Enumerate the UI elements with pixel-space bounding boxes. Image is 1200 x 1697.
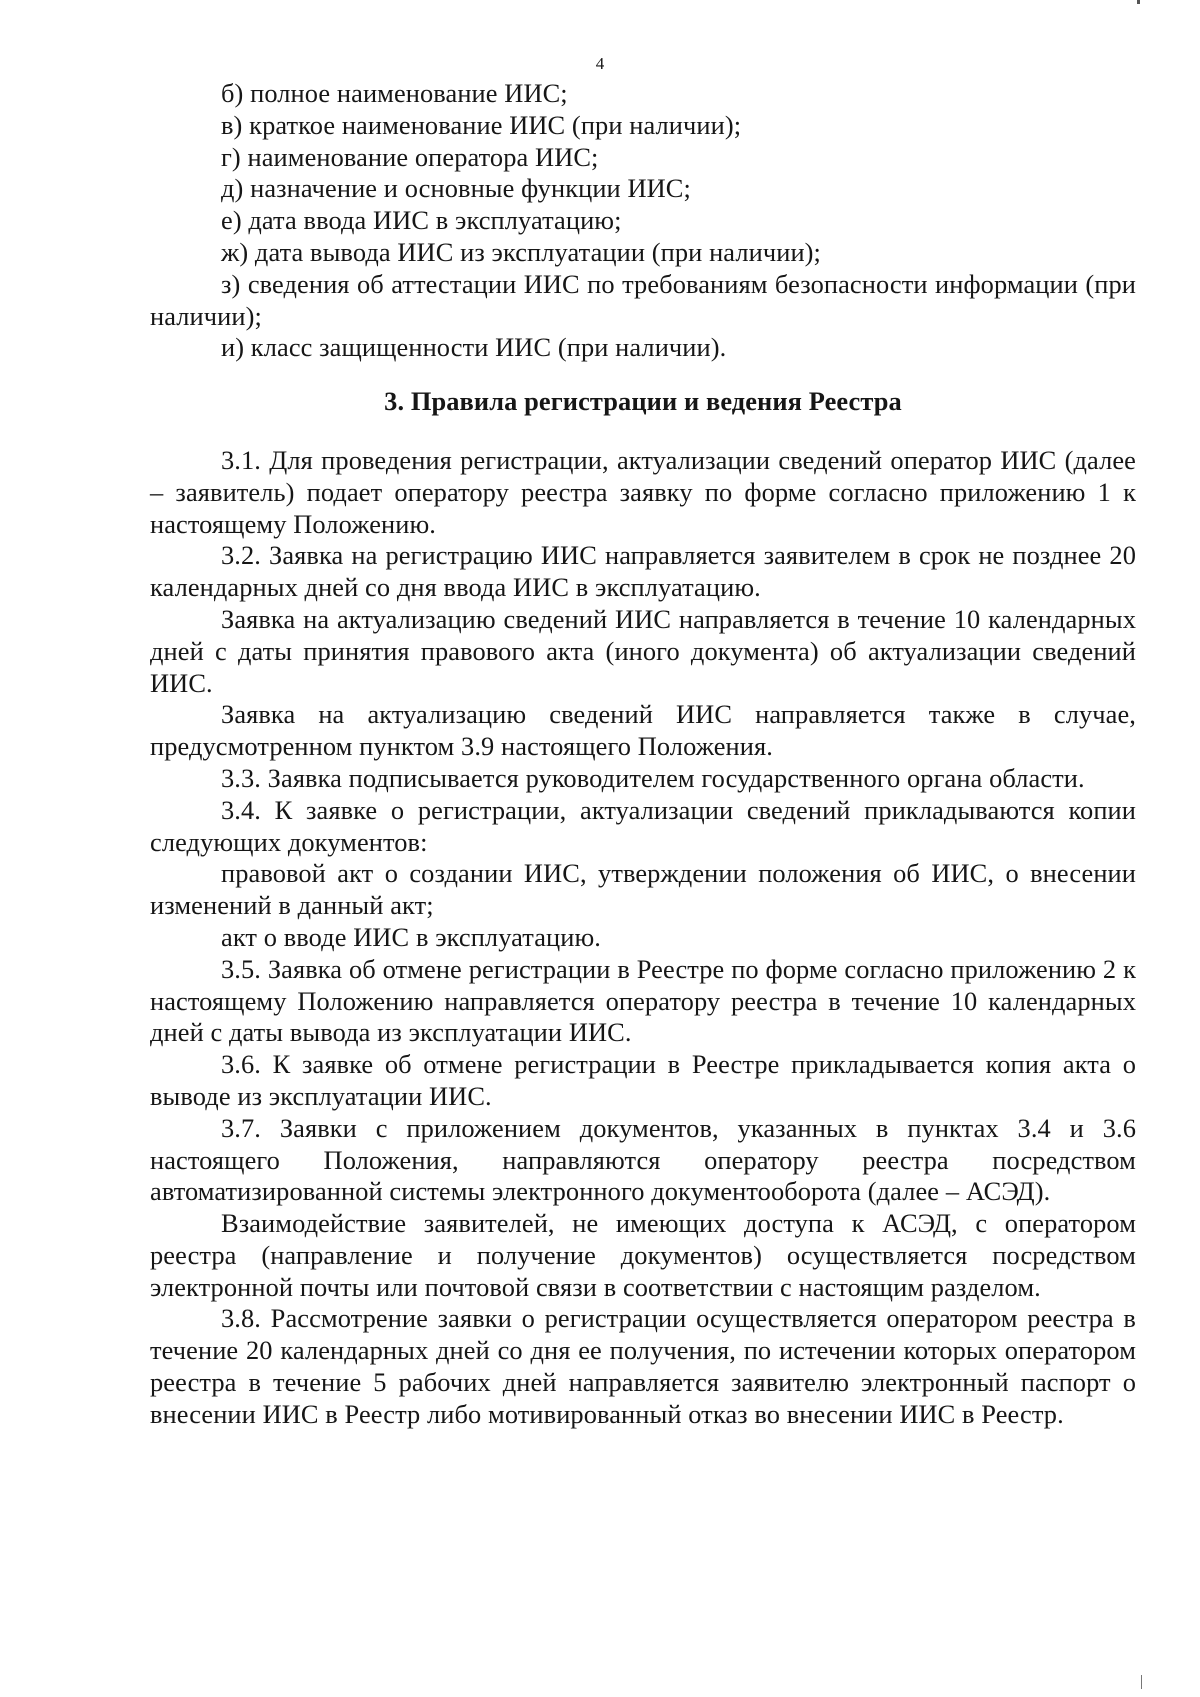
list-item: и) класс защищенности ИИС (при наличии). bbox=[221, 332, 727, 363]
list-item: з) сведения об аттестации ИИС по требованиям безопасности информации (при наличии); bbox=[150, 268, 1136, 331]
list-item: ж) дата вывода ИИС из эксплуатации (при наличии); bbox=[221, 236, 821, 267]
scan-mark bbox=[1137, 0, 1140, 4]
paragraph: Заявка на актуализацию сведений ИИС направляется также в случае, предусмотренном пунктом 3.9 настоящего Положения. bbox=[150, 699, 1136, 762]
paragraph: акт о вводе ИИС в эксплуатацию. bbox=[221, 921, 602, 952]
paragraph: 3.6. К заявке об отмене регистрации в Реестре прикладывается копия акта о выводе из эксплуатации ИИС. bbox=[150, 1049, 1136, 1111]
list-item: е) дата ввода ИИС в эксплуатацию; bbox=[221, 205, 622, 236]
paragraph: 3.5. Заявка об отмене регистрации в Реестре по форме согласно приложению 2 к настоящему Положению направляется оператору реестра в течение 10 календарных дней с даты вывода из эксплуатации ИИС. bbox=[150, 953, 1136, 1048]
document-body bbox=[150, 78, 1136, 1431]
paragraph: 3.8. Рассмотрение заявки о регистрации осуществляется оператором реестра в течение 20 календарных дней со дня ее получения, по истечении которых оператором реестра в течение 5 рабочих дней направляется заявителю электронный паспорт о внесении ИИС в Реестр либо мотивированный отказ во внесении ИИС в Реестр. bbox=[150, 1303, 1136, 1429]
list-item: в) краткое наименование ИИС (при наличии); bbox=[221, 109, 742, 140]
page-number: 4 bbox=[595, 54, 605, 73]
paragraph: 3.3. Заявка подписывается руководителем государственного органа области. bbox=[221, 762, 1085, 793]
paragraph: 3.1. Для проведения регистрации, актуализации сведений оператор ИИС (далее – заявитель) подает оператору реестра заявку по форме согласно приложению 1 к настоящему Положению. bbox=[150, 444, 1136, 539]
paragraph: правовой акт о создании ИИС, утверждении положения об ИИС, о внесении изменений в данный акт; bbox=[150, 858, 1136, 921]
paragraph: 3.4. К заявке о регистрации, актуализации сведений прикладываются копии следующих документов: bbox=[150, 794, 1136, 857]
paragraph: 3.7. Заявки с приложением документов, указанных в пунктах 3.4 и 3.6 настоящего Положения, направляются оператору реестра посредством автоматизированной системы электронного документооборота (далее – АСЭД). bbox=[150, 1112, 1136, 1207]
paragraph: Заявка на актуализацию сведений ИИС направляется в течение 10 календарных дней с даты принятия правового акта (иного документа) об актуализации сведений ИИС. bbox=[150, 603, 1136, 698]
paragraph: Взаимодействие заявителей, не имеющих доступа к АСЭД, с оператором реестра (направление и получение документов) осуществляется посредством электронной почты или почтовой связи в соответствии с настоящим разделом. bbox=[150, 1208, 1136, 1302]
paragraph: 3.2. Заявка на регистрацию ИИС направляется заявителем в срок не позднее 20 календарных дней со дня ввода ИИС в эксплуатацию. bbox=[150, 540, 1136, 603]
section-heading: 3. Правила регистрации и ведения Реестра bbox=[384, 386, 902, 417]
list-item: д) назначение и основные функции ИИС; bbox=[221, 173, 691, 204]
scan-mark bbox=[1141, 1675, 1142, 1689]
list-item: б) полное наименование ИИС; bbox=[221, 78, 568, 108]
list-item: г) наименование оператора ИИС; bbox=[221, 141, 599, 172]
